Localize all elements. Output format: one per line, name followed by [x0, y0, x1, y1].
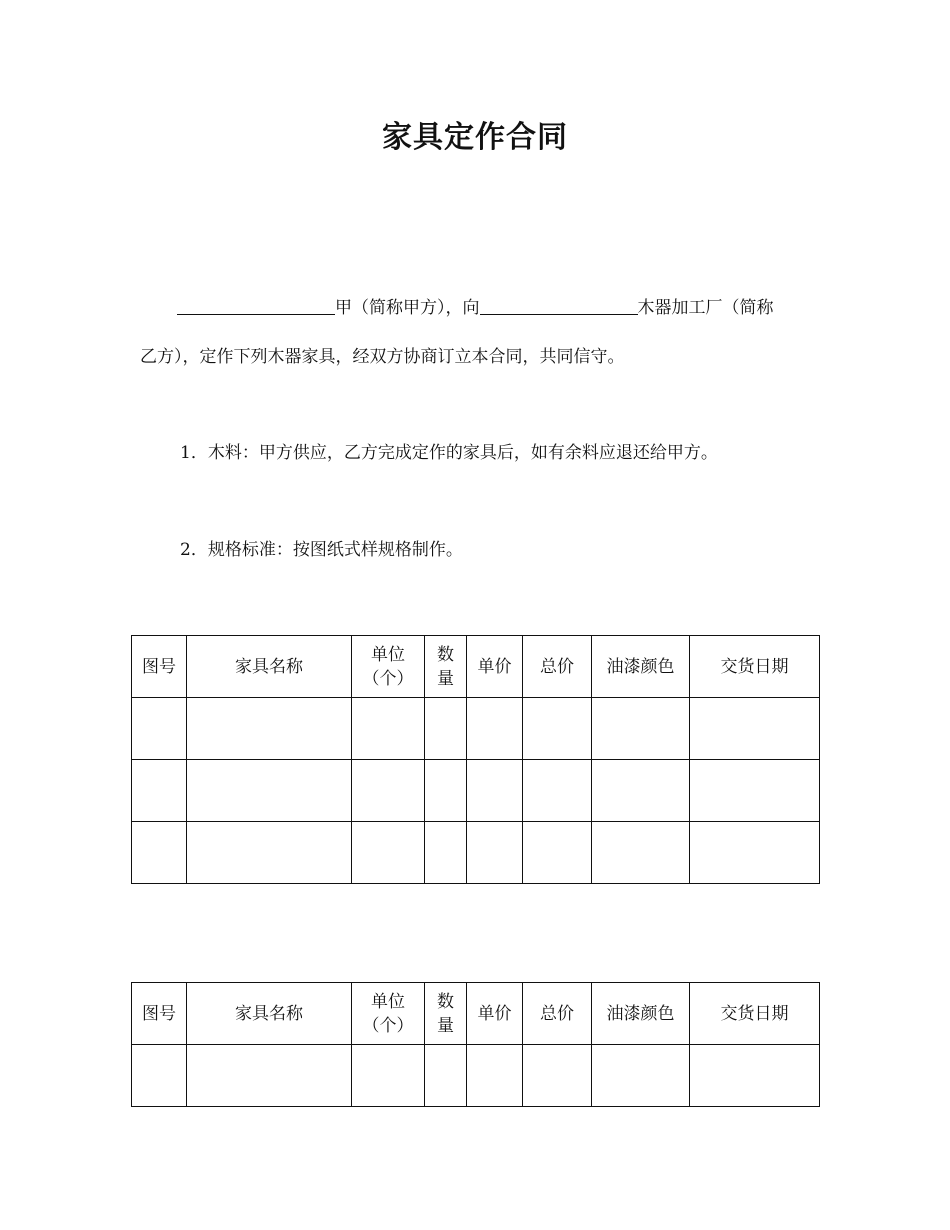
cell-furniture-name[interactable] [187, 698, 352, 760]
furniture-order-table-2 [131, 982, 820, 1107]
header-unit-line-2: （个） [362, 668, 414, 689]
header-total-price: 总价 [523, 983, 592, 1045]
header-unit-line-2: （个） [362, 1015, 414, 1036]
cell-quantity[interactable] [425, 822, 467, 884]
cell-drawing-no[interactable] [132, 760, 187, 822]
header-row [132, 983, 820, 1045]
cell-drawing-no[interactable] [132, 822, 187, 884]
cell-unit-price[interactable] [467, 698, 523, 760]
header-unit-line-1: 单位 [371, 644, 405, 665]
cell-unit-price[interactable] [467, 760, 523, 822]
header-row [132, 636, 820, 698]
header-unit-price: 单价 [467, 636, 523, 698]
cell-total-price[interactable] [523, 822, 592, 884]
header-quantity-line-1: 数 [437, 644, 454, 665]
cell-unit[interactable] [352, 822, 425, 884]
cell-delivery-date[interactable] [690, 822, 820, 884]
cell-unit-price[interactable] [467, 822, 523, 884]
furniture-order-table-1 [131, 635, 820, 884]
header-quantity-line-1: 数 [437, 991, 454, 1012]
cell-total-price[interactable] [523, 760, 592, 822]
intro-text-part-2: 木器加工厂（简称 [637, 298, 774, 318]
clause-number: 2． [180, 540, 208, 560]
cell-quantity[interactable] [425, 698, 467, 760]
header-delivery-date: 交货日期 [690, 636, 820, 698]
cell-unit[interactable] [352, 698, 425, 760]
cell-paint-color[interactable] [592, 760, 690, 822]
header-quantity-line-2: 量 [437, 668, 454, 689]
header-furniture-name: 家具名称 [187, 983, 352, 1045]
document-title: 家具定作合同 [382, 120, 568, 155]
header-total-price: 总价 [523, 636, 592, 698]
table-row [132, 1045, 820, 1107]
cell-unit-price[interactable] [467, 1045, 523, 1107]
cell-furniture-name[interactable] [187, 822, 352, 884]
header-paint-color: 油漆颜色 [592, 983, 690, 1045]
header-delivery-date: 交货日期 [690, 983, 820, 1045]
intro-text-part-1: 甲（简称甲方），向 [335, 298, 480, 318]
header-drawing-no: 图号 [132, 983, 187, 1045]
cell-quantity[interactable] [425, 760, 467, 822]
header-furniture-name: 家具名称 [187, 636, 352, 698]
header-unit [352, 636, 425, 698]
header-unit-line-1: 单位 [371, 991, 405, 1012]
table-row [132, 822, 820, 884]
clause-text: 规格标准：按图纸式样规格制作。 [207, 540, 463, 560]
cell-drawing-no[interactable] [132, 698, 187, 760]
cell-paint-color[interactable] [592, 1045, 690, 1107]
cell-furniture-name[interactable] [187, 760, 352, 822]
clause-number: 1． [180, 443, 208, 463]
party-a-blank[interactable] [177, 296, 335, 315]
header-unit-price: 单价 [467, 983, 523, 1045]
cell-quantity[interactable] [425, 1045, 467, 1107]
cell-delivery-date[interactable] [690, 1045, 820, 1107]
table-row [132, 760, 820, 822]
cell-unit[interactable] [352, 1045, 425, 1107]
clause-1 [140, 441, 820, 465]
cell-total-price[interactable] [523, 698, 592, 760]
intro-paragraph-line-1 [140, 296, 820, 320]
cell-unit[interactable] [352, 760, 425, 822]
cell-delivery-date[interactable] [690, 760, 820, 822]
header-quantity-line-2: 量 [437, 1015, 454, 1036]
header-unit [352, 983, 425, 1045]
cell-paint-color[interactable] [592, 698, 690, 760]
header-drawing-no: 图号 [132, 636, 187, 698]
clause-text: 木料：甲方供应，乙方完成定作的家具后，如有余料应退还给甲方。 [207, 443, 718, 463]
header-quantity [425, 983, 467, 1045]
header-paint-color: 油漆颜色 [592, 636, 690, 698]
clause-2 [140, 538, 820, 562]
table-row [132, 698, 820, 760]
header-quantity [425, 636, 467, 698]
factory-name-blank[interactable] [480, 296, 638, 315]
cell-delivery-date[interactable] [690, 698, 820, 760]
intro-paragraph-line-2: 乙方），定作下列木器家具，经双方协商订立本合同，共同信守。 [140, 347, 625, 367]
cell-drawing-no[interactable] [132, 1045, 187, 1107]
cell-total-price[interactable] [523, 1045, 592, 1107]
cell-furniture-name[interactable] [187, 1045, 352, 1107]
cell-paint-color[interactable] [592, 822, 690, 884]
